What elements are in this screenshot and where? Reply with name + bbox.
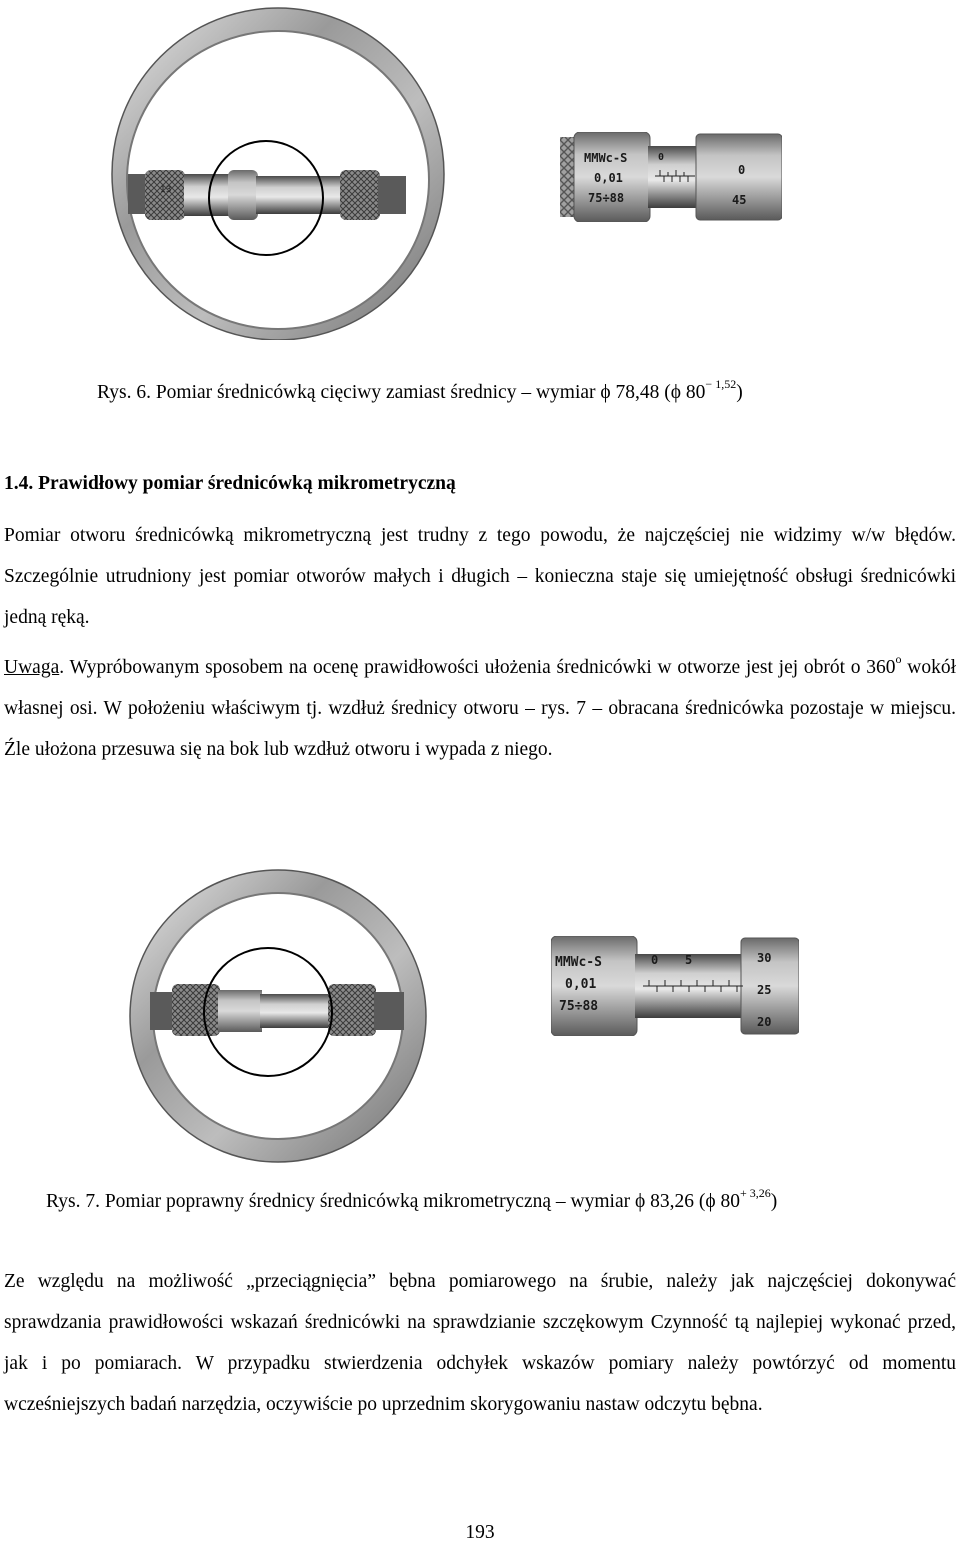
note-text-a: . Wypróbowanym sposobem na ocenę prawidłowości ułożenia średnicówki w otworze jest jej obrót o 360 bbox=[59, 657, 896, 678]
figure-1-detail-photo bbox=[560, 132, 782, 222]
detail-range: 75÷88 bbox=[588, 191, 625, 205]
caption-1-prefix: Rys. 6. bbox=[97, 382, 151, 403]
closing-paragraph: Ze względu na możliwość „przeciągnięcia” bębna pomiarowego na śrubie, należy jak najczęściej dokonywać sprawdzania prawidłowości wskazań średnicówki na sprawdzianie szczękowym Czynność tą najlepiej wykonać przed, jak i po pomiarach. W przypadku stwierdzenia odchyłek wskazów pomiary należy powtórzyć od momentu wcześniejszych badań narzędzia, oczywiście po uprzednim skorygowaniu nastaw odczytu bębna. bbox=[4, 1271, 956, 1415]
detail-brand: MMWc-S bbox=[584, 151, 628, 165]
thimble-mark-30: 30 bbox=[757, 951, 772, 965]
ring-label: 13 bbox=[160, 185, 172, 195]
figure-2-caption bbox=[46, 1181, 777, 1222]
caption-1-tolerance: − 1,52 bbox=[705, 377, 737, 391]
figure-2-ring-photo bbox=[124, 864, 432, 1164]
scale-mark-0: 0 bbox=[658, 152, 665, 163]
detail-2-resolution: 0,01 bbox=[565, 977, 597, 992]
degree-symbol: o bbox=[895, 652, 902, 666]
note-label: Uwaga bbox=[4, 657, 60, 678]
thimble-mark-20: 20 bbox=[757, 1015, 772, 1029]
micrometer-rod bbox=[128, 170, 406, 220]
caption-2-text: Pomiar poprawny średnicy średnicówką mikrometryczną – wymiar ϕ 83,26 (ϕ 80 bbox=[104, 1191, 740, 1212]
detail-2-range: 75÷88 bbox=[559, 999, 599, 1014]
section-heading: 1.4. Prawidłowy pomiar średnicówką mikrometryczną bbox=[4, 473, 456, 494]
note-text-b: wokół własnej osi. W położeniu właściwym tj. wzdłuż średnicy otworu – rys. 7 – obracana średnicówka pozostaje w miejscu. Źle ułożona przesuwa się na bok lub wzdłuż otworu i wypada z niego. bbox=[4, 657, 956, 760]
thimble-mark-25: 25 bbox=[757, 983, 772, 997]
sleeve-mark-0: 0 bbox=[651, 953, 659, 967]
thimble-mark-0: 0 bbox=[738, 163, 746, 177]
page-number: 193 bbox=[465, 1522, 495, 1543]
paragraph-1: Pomiar otworu średnicówką mikrometryczną jest trudny z tego powodu, że najczęściej nie widzimy w/w błędów. Szczególnie utrudniony jest pomiar otworów małych i długich – konieczna staje się umiejętność obsługi średnicówki jedną ręką. bbox=[4, 525, 956, 628]
caption-1-text: Pomiar średnicówką cięciwy zamiast średnicy – wymiar ϕ 78,48 (ϕ 80 bbox=[155, 382, 706, 403]
caption-2-prefix: Rys. 7. bbox=[46, 1191, 100, 1212]
figure-1-ring-photo bbox=[100, 2, 456, 340]
detail-2-brand: MMWc-S bbox=[555, 955, 602, 970]
caption-2-tolerance: + 3,26 bbox=[740, 1186, 771, 1200]
thimble-mark-45: 45 bbox=[732, 193, 747, 207]
sleeve-mark-5: 5 bbox=[685, 953, 693, 967]
caption-2-end: ) bbox=[770, 1191, 778, 1212]
detail-resolution: 0,01 bbox=[594, 171, 623, 185]
note-paragraph bbox=[4, 647, 956, 770]
caption-1-end: ) bbox=[736, 382, 743, 403]
figure-2-detail-photo bbox=[551, 936, 799, 1036]
figure-1-caption bbox=[97, 372, 743, 413]
